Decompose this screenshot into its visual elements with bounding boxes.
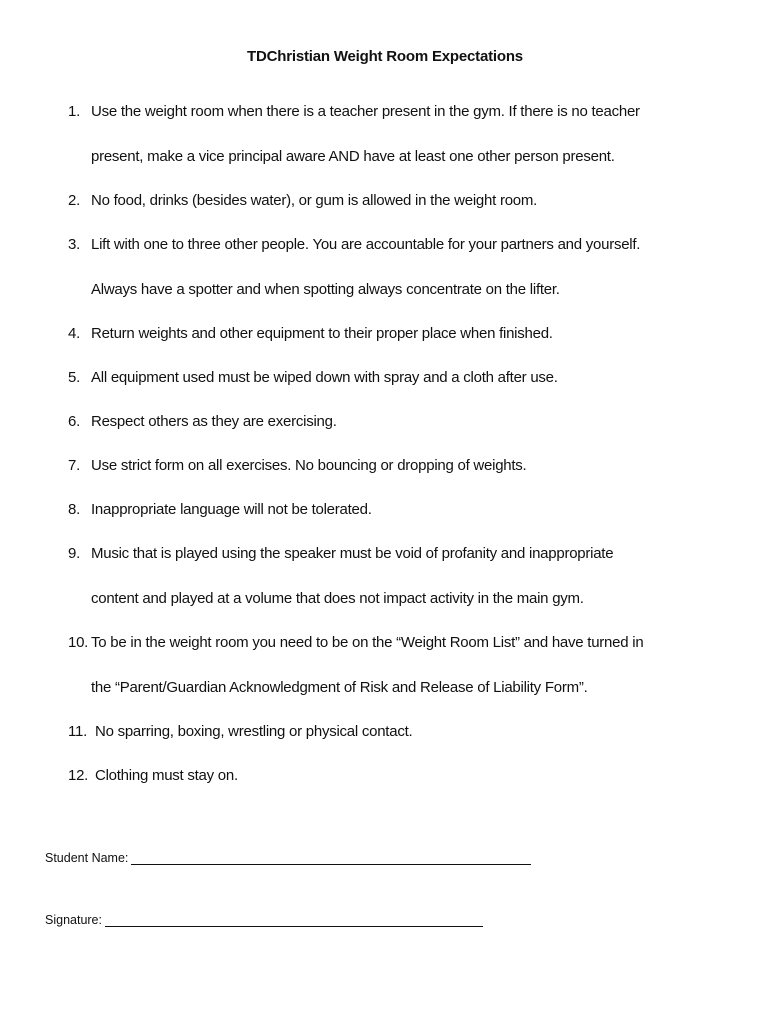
- rule-text-continued: Always have a spotter and when spotting always concentrate on the lifter.: [91, 281, 560, 298]
- rule-number: 2.: [68, 192, 81, 209]
- document-title: TDChristian Weight Room Expectations: [247, 48, 523, 65]
- rule-text-continued: content and played at a volume that does not impact activity in the main gym.: [91, 590, 584, 607]
- rule-item: [0, 455, 770, 477]
- rule-item: [0, 234, 770, 301]
- rule-item: [0, 367, 770, 389]
- rule-item: [0, 632, 770, 699]
- rule-text: Clothing must stay on.: [95, 767, 238, 784]
- rule-number: 3.: [68, 236, 81, 253]
- rule-text: No food, drinks (besides water), or gum is allowed in the weight room.: [91, 192, 538, 209]
- rule-item: [0, 499, 770, 521]
- rule-text: Return weights and other equipment to their proper place when finished.: [91, 325, 553, 342]
- rule-item: [0, 323, 770, 345]
- rule-text: Use strict form on all exercises. No bouncing or dropping of weights.: [91, 457, 527, 474]
- rule-number: 12.: [68, 767, 89, 784]
- rule-text: Lift with one to three other people. You are accountable for your partners and yourself.: [91, 236, 641, 253]
- rule-item: [0, 411, 770, 433]
- rule-number: 11.: [68, 723, 87, 740]
- rule-number: 8.: [68, 501, 81, 518]
- rule-text: No sparring, boxing, wrestling or physical contact.: [95, 723, 413, 740]
- rule-text: Use the weight room when there is a teacher present in the gym. If there is no teacher: [91, 103, 640, 120]
- rule-text-continued: the “Parent/Guardian Acknowledgment of Risk and Release of Liability Form”.: [91, 679, 588, 696]
- rule-number: 1.: [68, 103, 81, 120]
- rule-item: [0, 101, 770, 168]
- rules-list: [0, 101, 770, 787]
- rule-number: 7.: [68, 457, 81, 474]
- rule-text-continued: present, make a vice principal aware AND have at least one other person present.: [91, 148, 615, 165]
- signature-label: Signature:: [45, 913, 102, 927]
- rule-text: Inappropriate language will not be tolerated.: [91, 501, 372, 518]
- student-name-line[interactable]: [131, 850, 531, 865]
- rule-text: Music that is played using the speaker must be void of profanity and inappropriate: [91, 545, 614, 562]
- rule-number: 9.: [68, 545, 81, 562]
- signature-field: [45, 912, 483, 927]
- rule-text: All equipment used must be wiped down with spray and a cloth after use.: [91, 369, 558, 386]
- rule-item: [0, 190, 770, 212]
- rule-item: [0, 765, 770, 787]
- signature-line[interactable]: [105, 912, 483, 927]
- student-name-label: Student Name:: [45, 851, 129, 865]
- student-name-field: [45, 850, 531, 865]
- rule-text: To be in the weight room you need to be on the “Weight Room List” and have turned in: [91, 634, 644, 651]
- rule-number: 4.: [68, 325, 81, 342]
- rule-item: [0, 543, 770, 610]
- rule-number: 6.: [68, 413, 81, 430]
- rule-text: Respect others as they are exercising.: [91, 413, 337, 430]
- rule-number: 10.: [68, 634, 89, 651]
- rule-number: 5.: [68, 369, 81, 386]
- rule-item: [0, 721, 770, 743]
